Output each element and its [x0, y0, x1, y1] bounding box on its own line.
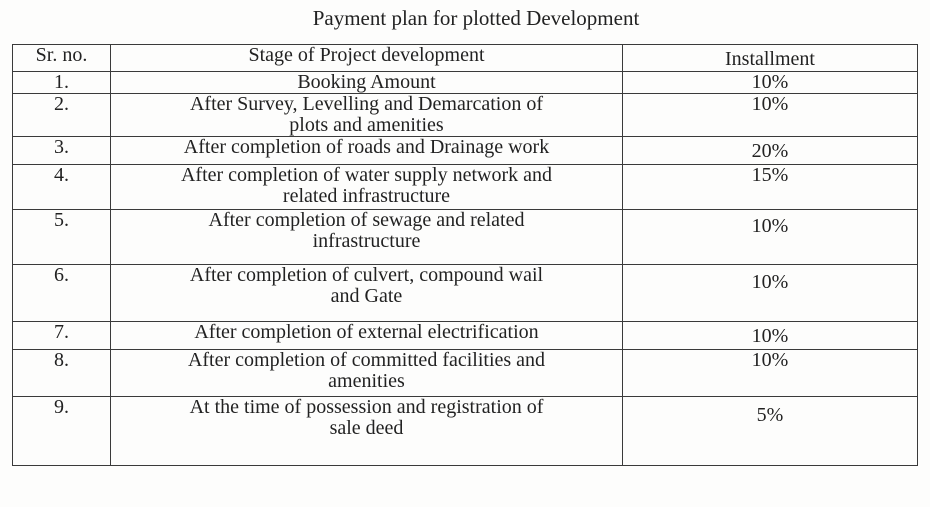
- table-row: [13, 322, 918, 350]
- row-sr-no: 6.: [13, 265, 111, 322]
- row-stage-line1: After completion of water supply network and: [180, 164, 552, 186]
- row-stage-line1: Booking Amount: [297, 71, 436, 93]
- document-title: Payment plan for plotted Development: [312, 6, 640, 30]
- row-stage-line2: infrastructure: [312, 230, 421, 252]
- row-sr-no: 5.: [13, 210, 111, 265]
- row-stage-line2: amenities: [328, 370, 405, 392]
- row-installment: 10%: [623, 322, 918, 350]
- table-row: [13, 72, 918, 94]
- row-stage: [111, 322, 623, 350]
- row-sr-no: 8.: [13, 350, 111, 397]
- row-stage: [111, 265, 623, 322]
- row-stage: [111, 397, 623, 466]
- row-sr-no: 4.: [13, 165, 111, 210]
- row-stage: [111, 165, 623, 210]
- row-stage: [111, 72, 623, 94]
- row-sr-no: 9.: [13, 397, 111, 466]
- payment-plan-table: [12, 44, 918, 466]
- row-stage: [111, 94, 623, 137]
- header-installment: Installment: [623, 45, 918, 72]
- row-stage-line1: After completion of roads and Drainage work: [183, 136, 550, 158]
- row-installment: 10%: [623, 72, 918, 94]
- table-row: [13, 265, 918, 322]
- row-stage-line2: and Gate: [330, 285, 403, 307]
- row-stage-line1: After completion of sewage and related: [208, 209, 525, 231]
- row-sr-no: 3.: [13, 137, 111, 165]
- row-stage-line2: sale deed: [329, 417, 404, 439]
- row-installment: 10%: [623, 94, 918, 137]
- row-stage-line2: related infrastructure: [282, 185, 451, 207]
- row-stage-line2: plots and amenities: [289, 114, 444, 136]
- table-row: [13, 210, 918, 265]
- row-installment: 5%: [623, 397, 918, 466]
- row-stage: [111, 350, 623, 397]
- row-stage: [111, 137, 623, 165]
- row-stage: [111, 210, 623, 265]
- table-row: [13, 350, 918, 397]
- row-sr-no: 1.: [13, 72, 111, 94]
- row-installment: 10%: [623, 350, 918, 397]
- row-stage-line1: After completion of committed facilities and: [187, 349, 546, 371]
- row-installment: 20%: [623, 137, 918, 165]
- row-sr-no: 2.: [13, 94, 111, 137]
- row-sr-no: 7.: [13, 322, 111, 350]
- header-stage: Stage of Project development: [111, 45, 623, 72]
- table-row: [13, 397, 918, 466]
- row-stage-line1: After completion of external electrification: [194, 321, 539, 343]
- row-installment: 10%: [623, 210, 918, 265]
- row-stage-line1: At the time of possession and registration of: [189, 396, 544, 418]
- table-row: [13, 165, 918, 210]
- header-sr-no: Sr. no.: [13, 45, 111, 72]
- row-stage-line1: After completion of culvert, compound wail: [189, 264, 544, 286]
- table-header-row: [13, 45, 918, 72]
- row-stage-line1: After Survey, Levelling and Demarcation of: [189, 93, 544, 115]
- table-row: [13, 137, 918, 165]
- table-row: [13, 94, 918, 137]
- row-installment: 10%: [623, 265, 918, 322]
- row-installment: 15%: [623, 165, 918, 210]
